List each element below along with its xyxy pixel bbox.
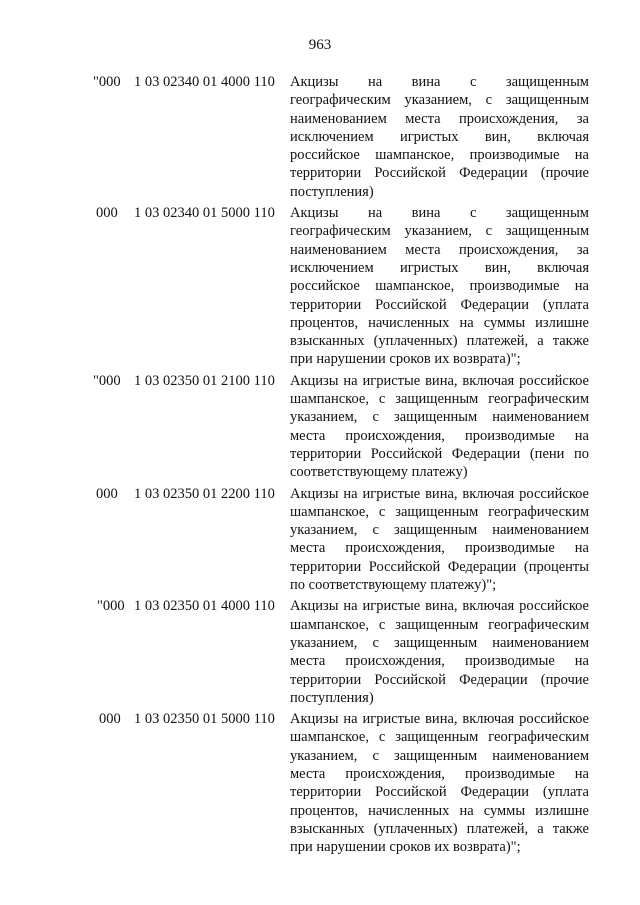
- entry-admin-code: 000: [96, 485, 118, 502]
- entry-admin-code: 000: [96, 205, 118, 222]
- budget-code-entry: [0, 204, 640, 369]
- entry-budget-code: 1 03 02340 01 5000 110: [134, 205, 275, 222]
- entry-description: Акцизы на игристые вина, включая российское шампанское, с защищенным географическим указанием, с защищенным наименованием места происхождения, производимые на территории Российской Федерации (пени по соответствующему платежу): [290, 372, 589, 481]
- budget-code-entry: [0, 372, 640, 482]
- entry-admin-code: "000: [93, 74, 121, 90]
- page-number: 963: [308, 37, 332, 53]
- budget-code-list: [0, 73, 640, 859]
- entry-description: Акцизы на игристые вина, включая российское шампанское, с защищенным географическим указанием, с защищенным наименованием места происхождения, производимые на территории Российской Федерации (уплата процентов, начисленных на суммы излишне взысканных (уплаченных) платежей, а также при нарушении сроков их возврата)";: [290, 711, 589, 856]
- budget-code-entry: [0, 710, 640, 856]
- budget-code-entry: [0, 597, 640, 707]
- entry-description: Акцизы на вина с защищенным географическим указанием, с защищенным наименованием места происхождения, за исключением игристых вин, включая российское шампанское, производимые на территории Российской Федерации (уплата процентов, начисленных на суммы излишне взысканных (уплаченных) платежей, а также при нарушении сроков их возврата)";: [290, 205, 589, 368]
- entry-budget-code: 1 03 02350 01 2100 110: [134, 372, 275, 389]
- entry-admin-code: "000: [97, 598, 125, 615]
- entry-budget-code: 1 03 02350 01 2200 110: [134, 485, 275, 502]
- entry-description: Акцизы на игристые вина, включая российское шампанское, с защищенным географическим указанием, с защищенным наименованием места происхождения, производимые на территории Российской Федерации (проценты по соответствующему платежу)";: [290, 485, 589, 594]
- entry-budget-code: 1 03 02340 01 4000 110: [134, 74, 275, 90]
- entry-budget-code: 1 03 02350 01 5000 110: [134, 711, 275, 728]
- entry-admin-code: 000: [99, 711, 121, 728]
- entry-description: Акцизы на вина с защищенным географическим указанием, с защищенным наименованием места происхождения, за исключением игристых вин, включая российское шампанское, производимые на территории Российской Федерации (прочие поступления): [290, 74, 589, 200]
- budget-code-entry: [0, 73, 640, 201]
- budget-code-entry: [0, 485, 640, 595]
- entry-admin-code: "000: [93, 372, 121, 389]
- entry-description: Акцизы на игристые вина, включая российское шампанское, с защищенным географическим указанием, с защищенным наименованием места происхождения, производимые на территории Российской Федерации (прочие поступления): [290, 598, 589, 706]
- entry-budget-code: 1 03 02350 01 4000 110: [134, 598, 275, 615]
